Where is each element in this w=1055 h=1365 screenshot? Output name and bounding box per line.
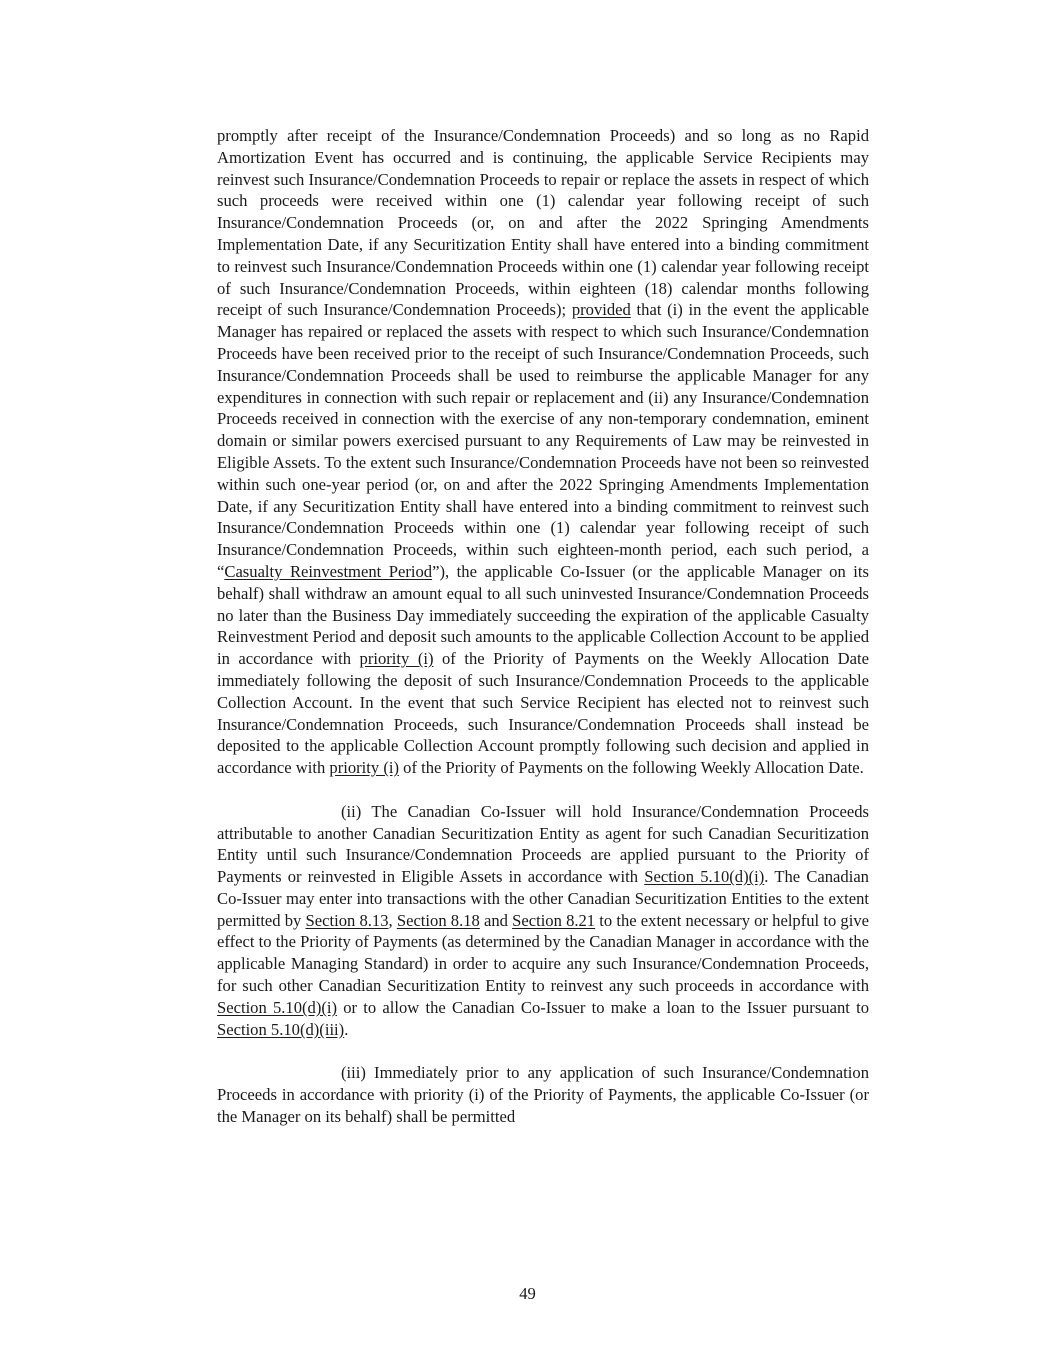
cross-reference-section: Section 8.18 [396, 910, 480, 930]
paragraph-text: of the Priority of Payments on the following Weekly Allocation Date. [399, 758, 864, 778]
paragraph-text: that (i) in the event the applicable Manager has repaired or replaced the assets with respect to which such Insurance/Condemnation Proceeds have been received prior to the receipt of such Insurance/Condemnation Proceeds, such Insurance/Condemnation Proceeds shall be used to reimburse the applicable Manager for any expenditures in connection with such repair or replacement and (ii) any Insurance/Condemnation Proceeds received in connection with the exercise of any non-temporary condemnation, eminent domain or similar powers exercised pursuant to any Requirements of Law may be reinvested in Eligible Assets. To the extent such Insurance/Condemnation Proceeds have not been so reinvested within such one-year period (or, on and after the 2022 Springing Amendments Implementation Date, if any Securitization Entity shall have entered into a binding commitment to reinvest such Insurance/Condemnation Proceeds within one (1) calendar year following receipt of such Insurance/Condemnation Proceeds, within such eighteen-month period, each such period, a “ [217, 300, 869, 581]
paragraph-number: (iii) [341, 1063, 366, 1083]
paragraph-text: , [388, 910, 397, 930]
page-number: 49 [519, 1284, 536, 1303]
paragraph-iii-application [217, 1062, 869, 1127]
paragraph-text: The Canadian Co-Issuer will hold Insurance/Condemnation Proceeds attributable to another Canadian Securitization Entity as agent for such Canadian Securitization Entity until such Insurance/Condemnation Proceeds are applied pursuant to the Priority of Payments or reinvested in Eligible Assets in accordance with [217, 801, 869, 887]
cross-reference-section: Section 5.10(d)(iii) [217, 1019, 345, 1039]
defined-term-casualty-reinvestment-period: Casualty Reinvestment Period [224, 561, 433, 581]
paragraph-casualty-reinvestment [217, 125, 869, 779]
defined-term-provided: provided [571, 300, 631, 320]
paragraph-number: (ii) [341, 801, 362, 821]
paragraph-text: ”), the applicable Co-Issuer (or the applicable Manager on its behalf) shall withdraw an amount equal to all such uninvested Insurance/Condemnation Proceeds no later than the Business Day immediately succeeding the expiration of the applicable Casualty Reinvestment Period and deposit such amounts to the applicable Collection Account to be applied in accordance with [217, 561, 869, 669]
paragraph-text: to the extent necessary or helpful to give effect to the Priority of Payments (as determined by the Canadian Manager in accordance with the applicable Managing Standard) in order to acquire any such Insurance/Condemnation Proceeds, for such other Canadian Securitization Entity to reinvest any such proceeds in accordance with [217, 910, 869, 996]
document-body [217, 125, 869, 1128]
paragraph-text: Immediately prior to any application of such Insurance/Condemnation Proceeds in accordance with priority (i) of the Priority of Payments, the applicable Co-Issuer (or the Manager on its behalf) shall be permitted [217, 1063, 869, 1126]
paragraph-text: promptly after receipt of the Insurance/Condemnation Proceeds) and so long as no Rapid Amortization Event has occurred and is continuing, the applicable Service Recipients may reinvest such Insurance/Condemnation Proceeds to repair or replace the assets in respect of which such proceeds were received within one (1) calendar year following receipt of such Insurance/Condemnation Proceeds (or, on and after the 2022 Springing Amendments Implementation Date, if any Securitization Entity shall have entered into a binding commitment to reinvest such Insurance/Condemnation Proceeds within one (1) calendar year following receipt of such Insurance/Condemnation Proceeds, within eighteen (18) calendar months following receipt of such Insurance/Condemnation Proceeds); [217, 126, 869, 320]
paragraph-text: of the Priority of Payments on the Weekly Allocation Date immediately following the deposit of such Insurance/Condemnation Proceeds to the applicable Collection Account. In the event that such Service Recipient has elected not to reinvest such Insurance/Condemnation Proceeds, such Insurance/Condemnation Proceeds shall instead be deposited to the applicable Collection Account promptly following such decision and applied in accordance with [217, 649, 870, 778]
paragraph-text: . [344, 1019, 349, 1039]
cross-reference-section: Section 5.10(d)(i) [644, 867, 765, 887]
cross-reference-priority-i: priority (i) [359, 649, 434, 669]
paragraph-text: and [479, 910, 513, 930]
paragraph-text: . The Canadian Co-Issuer may enter into transactions with the other Canadian Securitization Entities to the extent permitted by [217, 867, 869, 930]
cross-reference-section: Section 8.21 [512, 910, 596, 930]
paragraph-text: or to allow the Canadian Co-Issuer to make a loan to the Issuer pursuant to [337, 997, 869, 1017]
cross-reference-section: Section 5.10(d)(i) [217, 997, 338, 1017]
cross-reference-section: Section 8.13 [305, 910, 389, 930]
cross-reference-priority-i: priority (i) [329, 758, 399, 778]
paragraph-ii-canadian-co-issuer [217, 801, 869, 1041]
